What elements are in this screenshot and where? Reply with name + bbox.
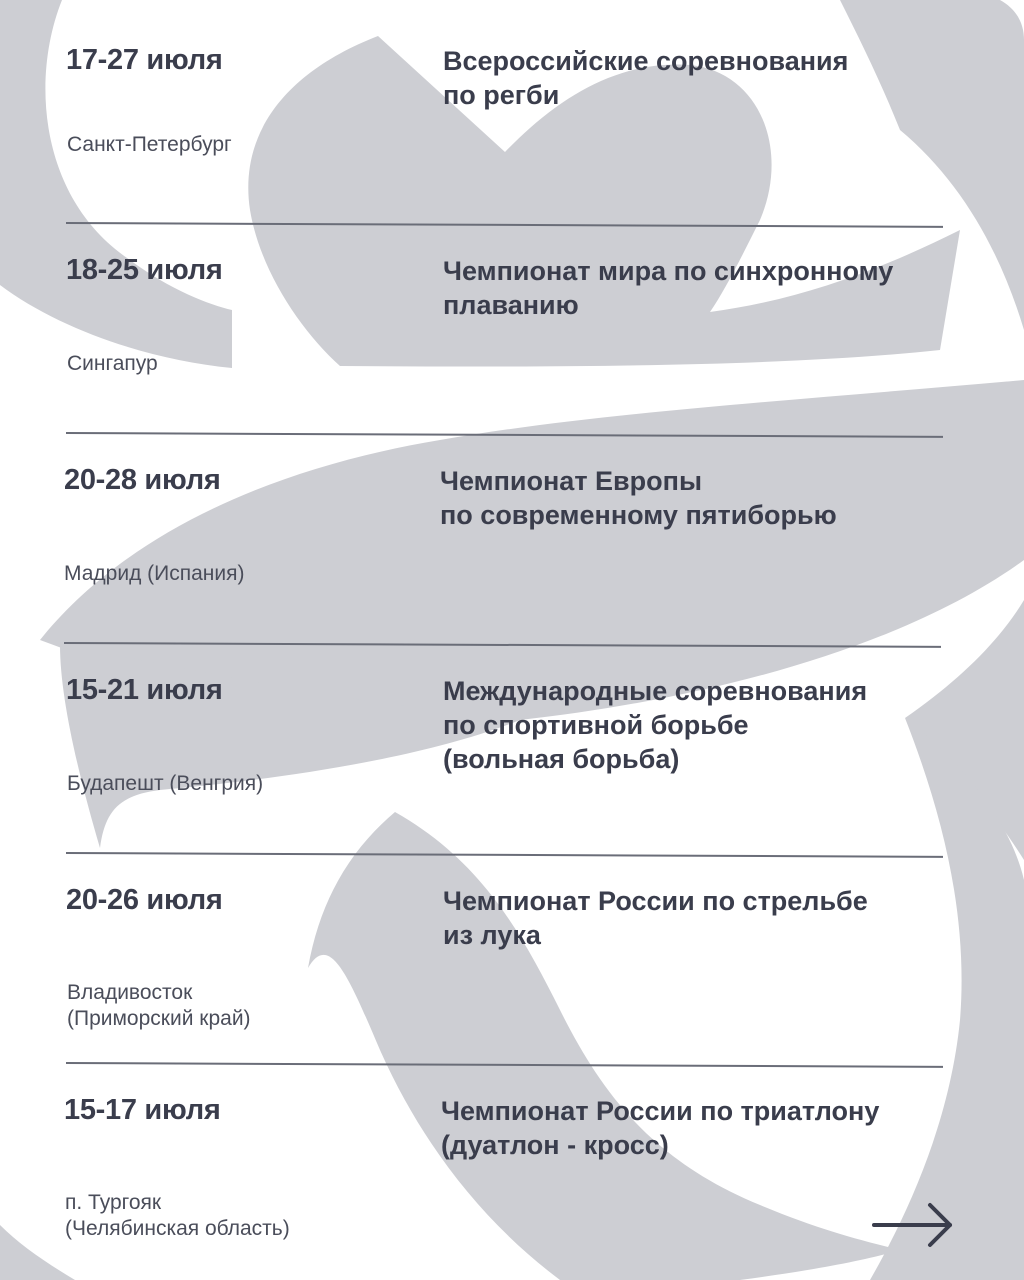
event-location: Мадрид (Испания) (64, 562, 245, 585)
event-item (0, 1054, 1024, 1264)
event-title: Всероссийские соревнования по регби (443, 46, 849, 110)
event-date: 20-28 июля (64, 464, 221, 496)
event-location: Будапешт (Венгрия) (67, 772, 264, 795)
event-item (0, 4, 1024, 214)
event-title: Международные соревнования по спортивной борьбе (вольная борьба) (443, 676, 868, 774)
event-date: 17-27 июля (66, 44, 223, 76)
event-item (0, 214, 1024, 424)
arrow-right-icon[interactable] (872, 1200, 956, 1250)
event-location: п. Тургояк (Челябинская область) (65, 1191, 290, 1240)
event-date: 15-21 июля (66, 674, 223, 706)
event-date: 15-17 июля (64, 1094, 221, 1126)
event-item (0, 634, 1024, 844)
event-date: 18-25 июля (66, 254, 223, 286)
event-item (0, 844, 1024, 1054)
event-date: 20-26 июля (66, 884, 223, 916)
event-item (0, 424, 1024, 634)
event-location: Сингапур (67, 352, 158, 375)
event-title: Чемпионат мира по синхронному плаванию (443, 256, 894, 320)
event-title: Чемпионат Европы по современному пятиборью (440, 466, 837, 530)
event-title: Чемпионат России по стрельбе из лука (443, 886, 868, 950)
event-location: Владивосток (Приморский край) (67, 981, 251, 1030)
event-title: Чемпионат России по триатлону (дуатлон - кросс) (441, 1096, 880, 1160)
event-location: Санкт-Петербург (67, 133, 232, 156)
